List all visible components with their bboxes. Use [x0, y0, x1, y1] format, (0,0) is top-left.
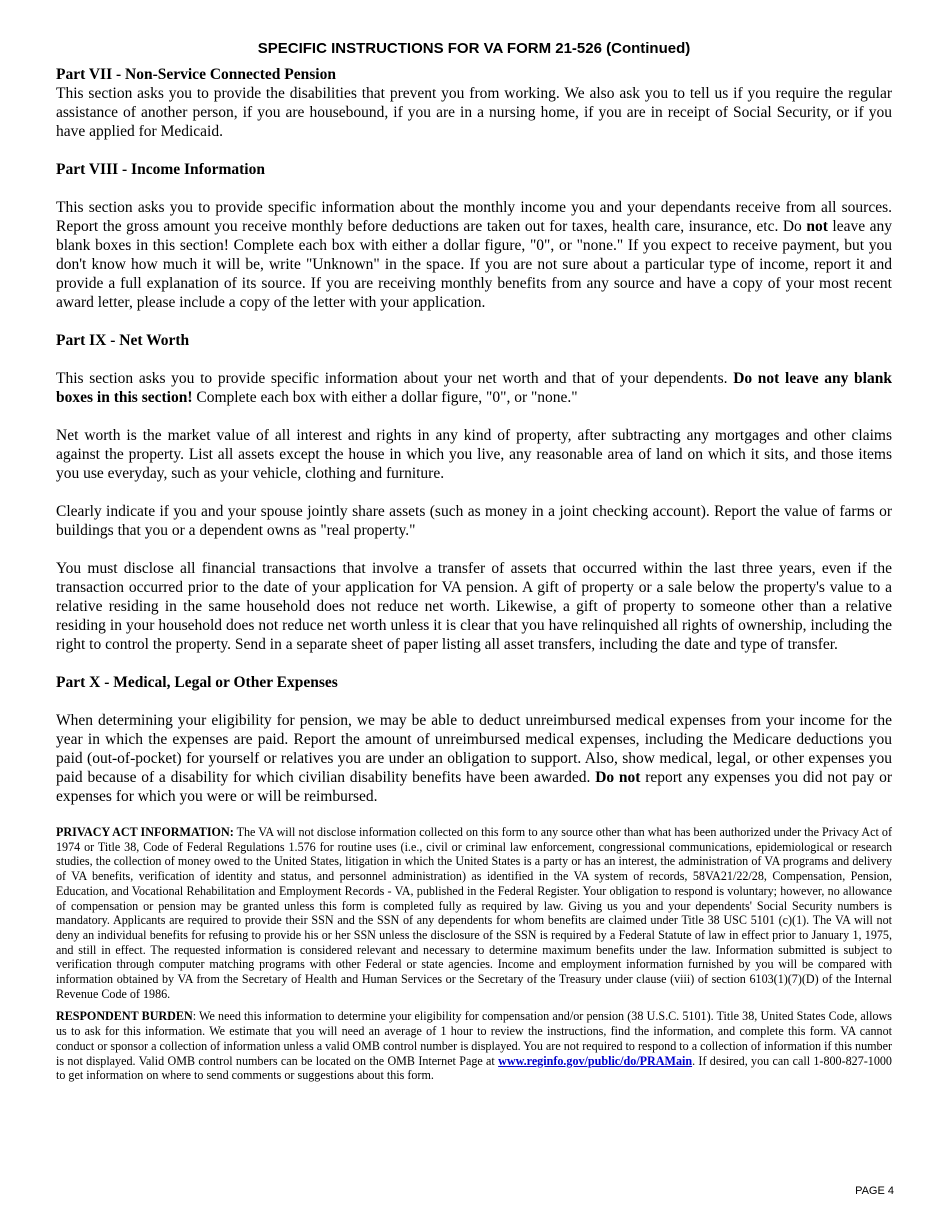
part7-heading: Part VII - Non-Service Connected Pension [56, 66, 336, 83]
part9-paragraph-4: You must disclose all financial transactions that involve a transfer of assets that occurred within the last three years, even if the transaction occurred prior to the date of your application for VA pension. A gift of property or a sale below the property's value to a relative residing in the same household does not reduce net worth. Likewise, a gift of property to someone other than a relative residing in your household does not reduce net worth unless it is clear that you have relinquished all rights of ownership, including the right to control the property. Send in a separate sheet of paper listing all asset transfers, including the date and type of transfer. [56, 560, 892, 653]
part10-text: When determining your eligibility for pension, we may be able to deduct unreimbursed medical expenses from your income for the year in which the expenses are paid. Report the amount of unreimbursed medical expenses, including the Medicare deductions you paid (out-of-pocket) for yourself or relatives you are under an obligation to support. Also, show medical, legal, or other expenses you paid because of a disability for which civilian disability benefits have been awarded. Do not report any expenses you did not pay or expenses for which you were or will be reimbursed. [56, 712, 893, 805]
page-title: SPECIFIC INSTRUCTIONS FOR VA FORM 21-526 (Continued) [257, 40, 691, 57]
part8-heading: Part VIII - Income Information [56, 161, 265, 178]
part9-paragraph-2: Net worth is the market value of all interest and rights in any kind of property, after subtracting any mortgages and other claims against the property. List all assets except the house in which you live, any reasonable area of land on which it sits, and those items you use everyday, such as your vehicle, clothing and furniture. [56, 427, 892, 482]
omb-link[interactable]: www.reginfo.gov/public/do/PRAMain [498, 1053, 693, 1068]
respondent-burden: RESPONDENT BURDEN: We need this information to determine your eligibility for compensation and/or pension (38 U.S.C. 5101). Title 38, United States Code, allows us to ask for this information. We estimate that you will need an average of 1 hour to review the instructions, find the information, and complete this form. VA cannot conduct or sponsor a collection of information unless a valid OMB control number is displayed. You are not required to respond to a collection of information if this number is not displayed. Valid OMB control numbers can be located on the OMB Internet Page at www.reginfo.gov/public/do/PRAMain. If desired, you can call 1-800-827-1000 to get information on where to send comments or suggestions about this form. [56, 1009, 892, 1083]
part9-heading: Part IX - Net Worth [56, 332, 190, 349]
document-page [56, 40, 892, 1083]
part9-paragraph-1: This section asks you to provide specific information about your net worth and that of your dependents. Do not leave any blank boxes in this section! Complete each box with either a dollar figure, "0", or "none." [56, 370, 892, 406]
part10-heading: Part X - Medical, Legal or Other Expenses [56, 674, 338, 691]
part9-paragraph-3: Clearly indicate if you and your spouse jointly share assets (such as money in a joint checking account). Report the value of farms or buildings that you or a dependent owns as "real property." [56, 503, 892, 539]
part7-text: This section asks you to provide the disabilities that prevent you from working. We also ask you to tell us if you require the regular assistance of another person, if you are housebound, if you are in a nursing home, if you are in receipt of Social Security, or if you have applied for Medicaid. [56, 85, 892, 140]
privacy-act-information: PRIVACY ACT INFORMATION: The VA will not disclose information collected on this form to any source other than what has been authorized under the Privacy Act of 1974 or Title 38, Code of Federal Regulations 1.576 for routine uses (i.e., civil or criminal law enforcement, congressional communications, epidemiological or research studies, the collection of money owed to the United States, litigation in which the United States is a party or has an interest, the administration of VA programs and delivery of VA benefits, verification of identity and status, and personnel administration) as identified in the VA system of records, 58VA21/22/28, Compensation, Pension, Education, and Vocational Rehabilitation and Employment Records - VA, published in the Federal Register. Your obligation to respond is voluntary; however, no allowance of compensation or pension may be granted unless this form is completed fully as required by law. Giving us you and your dependents' Social Security numbers is mandatory. Applicants are required to provide their SSN and the SSN of any dependents for whom benefits are claimed under Title 38 USC 5101 (c)(1). The VA will not deny an individual benefits for refusing to provide his or her SSN unless the disclosure of the SSN is required by a Federal Statute of law in effect prior to January 1, 1975, and still in effect. The requested information is considered relevant and necessary to determine maximum benefits under the law. Information submitted is subject to verification through computer matching programs with other Federal or state agencies. Income and employment information furnished by you will be compared with information obtained by VA from the Secretary of Health and Human Services or the Secretary of the Treasury under clause (viii) of section 6103(1)(7)(D) of the Internal Revenue Code of 1986. [56, 825, 893, 1001]
part8-text: This section asks you to provide specific information about the monthly income you and your dependants receive from all sources. Report the gross amount you receive monthly before deductions are taken out for taxes, health care, insurance, etc. Do not leave any blank boxes in this section! Complete each box with either a dollar figure, "0", or "none." If you expect to receive payment, but you don't know how much it will be, write "Unknown" in the space. If you are not sure about a particular type of income, report it and provide a full explanation of its source. If you are receiving monthly benefits from any source and have a copy of your most recent award letter, please include a copy of the letter with your application. [56, 199, 892, 311]
page-number: PAGE 4 [855, 1185, 894, 1197]
